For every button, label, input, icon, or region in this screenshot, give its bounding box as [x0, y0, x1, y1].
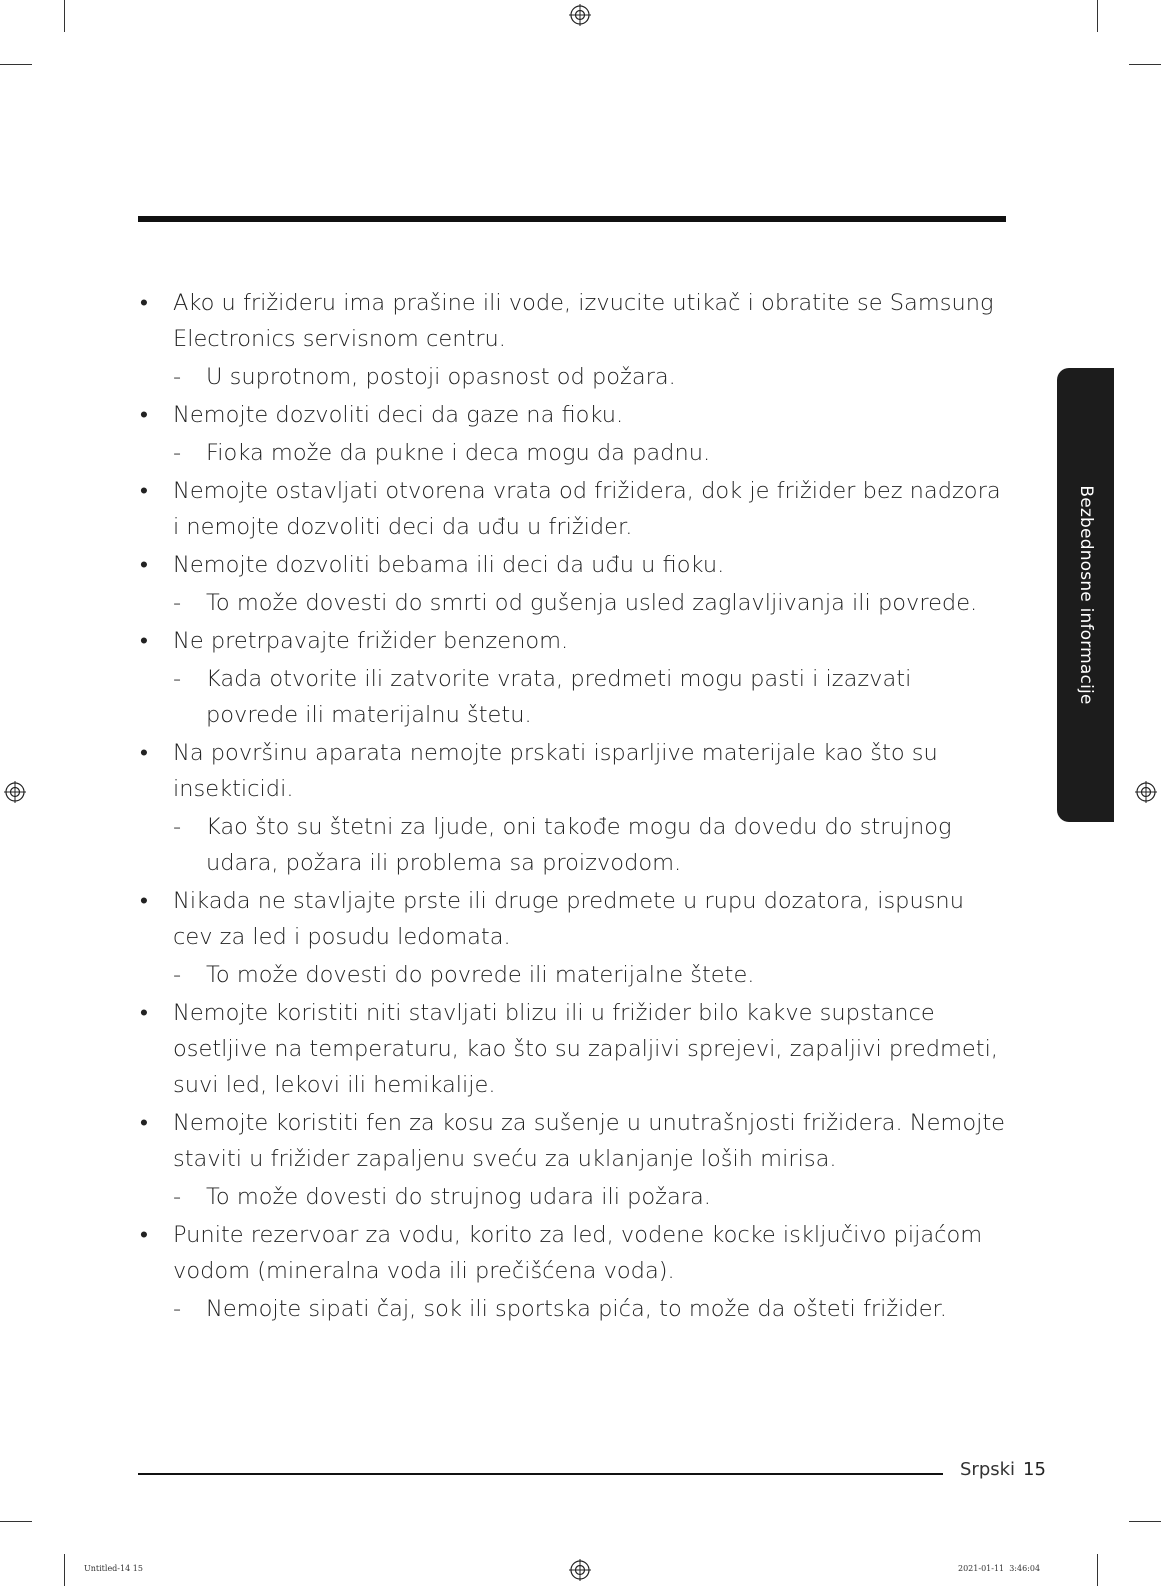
crop-mark	[64, 0, 65, 32]
print-slug-right: 2021-01-11 ￼ 3:46:04	[958, 1564, 1041, 1573]
section-tab-label: Bezbednosne informacije	[1075, 485, 1096, 705]
list-item	[138, 883, 1010, 993]
list-item	[138, 473, 1010, 545]
registration-mark-icon	[569, 1559, 591, 1581]
list-item	[138, 995, 1010, 1103]
sub-item-text: - Kada otvorite ili zatvorite vrata, predmeti mogu pasti i izazvati povrede ili materijalnu štetu.	[138, 661, 1010, 733]
bullet-text: • Nemojte koristiti niti stavljati blizu ili u frižider bilo kakve supstance osetljive na temperaturu, kao što su zapaljivi sprejevi, zapaljivi predmeti, suvi led, lekovi ili hemikalije.	[138, 995, 1010, 1103]
sub-item-text: - To može dovesti do strujnog udara ili požara.	[138, 1179, 1010, 1215]
crop-mark	[0, 64, 32, 65]
crop-mark	[1097, 1554, 1098, 1586]
sub-item-text: - To može dovesti do povrede ili materijalne štete.	[138, 957, 1010, 993]
crop-mark	[1097, 0, 1098, 32]
list-item	[138, 1105, 1010, 1215]
registration-mark-icon	[569, 4, 591, 26]
sub-item-text: - To može dovesti do smrti od gušenja usled zaglavljivanja ili povrede.	[138, 585, 1010, 621]
bullet-text: • Nikada ne stavljajte prste ili druge predmete u rupu dozatora, ispusnu cev za led i posudu ledomata.	[138, 883, 1010, 955]
list-item	[138, 623, 1010, 733]
crop-mark	[1129, 64, 1161, 65]
bullet-text: • Na površinu aparata nemojte prskati isparljive materijale kao što su insekticidi.	[138, 735, 1010, 807]
header-rule	[138, 216, 1006, 222]
list-item	[138, 285, 1010, 395]
sub-item-text: - Kao što su štetni za ljude, oni takođe mogu da dovedu do strujnog udara, požara ili problema sa proizvodom.	[138, 809, 1010, 881]
crop-mark	[1129, 1521, 1161, 1522]
list-item	[138, 1217, 1010, 1327]
list-item	[138, 735, 1010, 881]
page-number: 15	[1023, 1459, 1046, 1480]
bullet-text: • Ako u frižideru ima prašine ili vode, izvucite utikač i obratite se Samsung Electronics servisnom centru.	[138, 285, 1010, 357]
registration-mark-icon	[1135, 781, 1157, 803]
sub-item-text: - Fioka može da pukne i deca mogu da padnu.	[138, 435, 1010, 471]
bullet-text: • Nemojte ostavljati otvorena vrata od frižidera, dok je frižider bez nadzora i nemojte dozvoliti deci da uđu u frižider.	[138, 473, 1010, 545]
list-item	[138, 397, 1010, 471]
bullet-text: • Nemojte koristiti fen za kosu za sušenje u unutrašnjosti frižidera. Nemojte staviti u frižider zapaljenu sveću za uklanjanje loših mirisa.	[138, 1105, 1010, 1177]
sub-item-text: - Nemojte sipati čaj, sok ili sportska pića, to može da ošteti frižider.	[138, 1291, 1010, 1327]
footer-language: Srpski	[960, 1459, 1016, 1480]
print-slug-left: Untitled-14 15	[84, 1564, 143, 1573]
bullet-text: • Nemojte dozvoliti bebama ili deci da uđu u fioku.	[138, 547, 1010, 583]
safety-list	[138, 285, 1010, 1329]
registration-mark-icon	[4, 781, 26, 803]
list-item	[138, 547, 1010, 621]
sub-item-text: - U suprotnom, postoji opasnost od požara.	[138, 359, 1010, 395]
bullet-text: • Ne pretrpavajte frižider benzenom.	[138, 623, 1010, 659]
bullet-text: • Nemojte dozvoliti deci da gaze na fioku.	[138, 397, 1010, 433]
footer-rule	[138, 1473, 943, 1475]
section-tab	[1057, 368, 1114, 822]
bullet-text: • Punite rezervoar za vodu, korito za led, vodene kocke isključivo pijaćom vodom (mineralna voda ili prečišćena voda).	[138, 1217, 1010, 1289]
crop-mark	[64, 1554, 65, 1586]
crop-mark	[0, 1521, 32, 1522]
